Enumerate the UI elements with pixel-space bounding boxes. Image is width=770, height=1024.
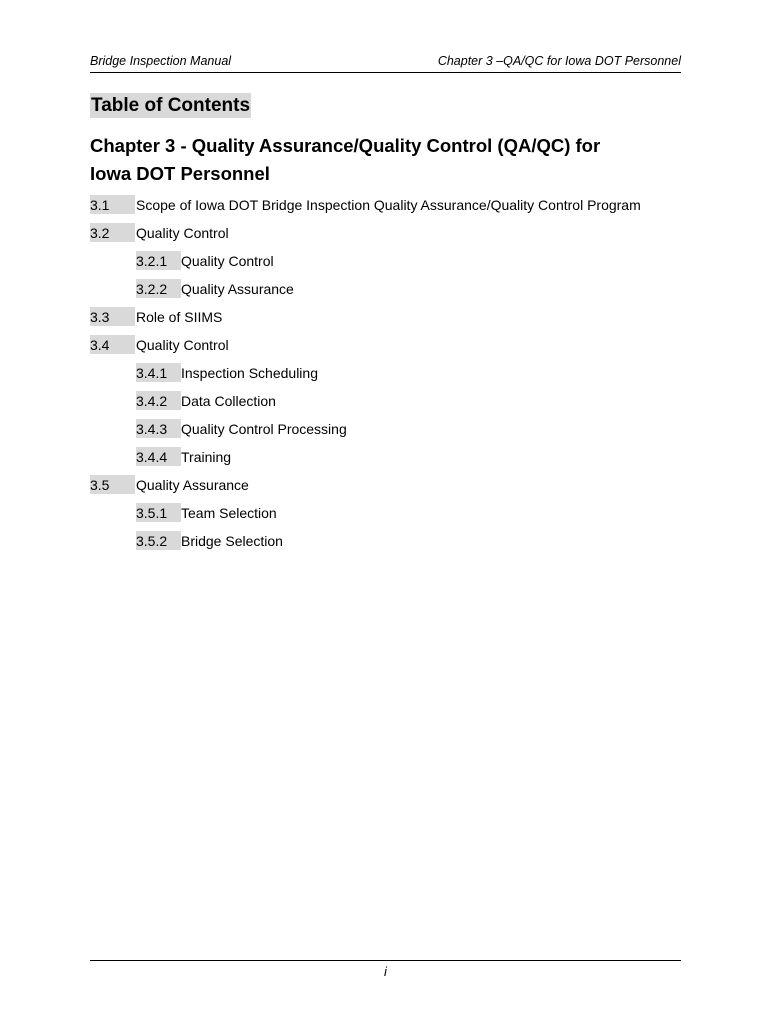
toc-entry-3-4-2[interactable]	[90, 391, 690, 419]
toc-entry-3-2-1[interactable]	[90, 251, 690, 279]
toc-entry-number: 3.5	[90, 475, 135, 494]
toc-entry-number: 3.4.2	[136, 391, 181, 410]
toc-heading: Table of Contents	[91, 95, 251, 116]
toc-entry-3-3[interactable]	[90, 307, 690, 335]
toc-entry-3-1[interactable]	[90, 195, 690, 223]
toc-entry-label: Quality Assurance	[181, 281, 294, 297]
toc-entry-number: 3.5.1	[136, 503, 181, 522]
toc-entry-label: Training	[181, 449, 232, 465]
toc-entry-3-4-3[interactable]	[90, 419, 690, 447]
toc-entry-number: 3.2	[90, 223, 135, 242]
toc-entry-number: 3.1	[90, 195, 135, 214]
toc-list	[90, 195, 690, 559]
toc-entry-label: Quality Control	[136, 225, 229, 241]
toc-entry-number: 3.4.3	[136, 419, 181, 438]
toc-entry-number: 3.4.1	[136, 363, 181, 382]
toc-entry-label: Role of SIIMS	[136, 309, 223, 325]
toc-entry-label: Inspection Scheduling	[181, 365, 318, 381]
page-number: i	[384, 964, 387, 979]
toc-entry-3-4-1[interactable]	[90, 363, 690, 391]
toc-entry-number: 3.4.4	[136, 447, 181, 466]
toc-entry-3-5-2[interactable]	[90, 531, 690, 559]
toc-entry-3-4[interactable]	[90, 335, 690, 363]
chapter-title-line-2: Iowa DOT Personnel	[90, 163, 270, 184]
toc-entry-label: Quality Assurance	[136, 477, 249, 493]
toc-entry-label: Quality Control	[136, 337, 229, 353]
toc-entry-3-4-4[interactable]	[90, 447, 690, 475]
toc-entry-3-5-1[interactable]	[90, 503, 690, 531]
page-header	[90, 54, 681, 73]
toc-entry-number: 3.5.2	[136, 531, 181, 550]
toc-entry-label: Quality Control	[181, 253, 274, 269]
toc-entry-number: 3.2.1	[136, 251, 181, 270]
toc-entry-number: 3.2.2	[136, 279, 181, 298]
toc-entry-label: Scope of Iowa DOT Bridge Inspection Quality Assurance/Quality Control Program	[136, 197, 641, 213]
header-manual-title: Bridge Inspection Manual	[90, 54, 232, 68]
header-chapter-title: Chapter 3 –QA/QC for Iowa DOT Personnel	[437, 54, 681, 68]
toc-entry-3-5[interactable]	[90, 475, 690, 503]
toc-entry-label: Bridge Selection	[181, 533, 283, 549]
toc-entry-number: 3.4	[90, 335, 135, 354]
toc-entry-label: Quality Control Processing	[181, 421, 347, 437]
toc-entry-3-2[interactable]	[90, 223, 690, 251]
toc-entry-label: Data Collection	[181, 393, 276, 409]
chapter-title-line-1: Chapter 3 - Quality Assurance/Quality Control (QA/QC) for	[90, 135, 601, 156]
toc-entry-label: Team Selection	[181, 505, 277, 521]
toc-entry-number: 3.3	[90, 307, 135, 326]
page-footer	[90, 960, 681, 979]
chapter-title	[90, 132, 690, 188]
toc-entry-3-2-2[interactable]	[90, 279, 690, 307]
